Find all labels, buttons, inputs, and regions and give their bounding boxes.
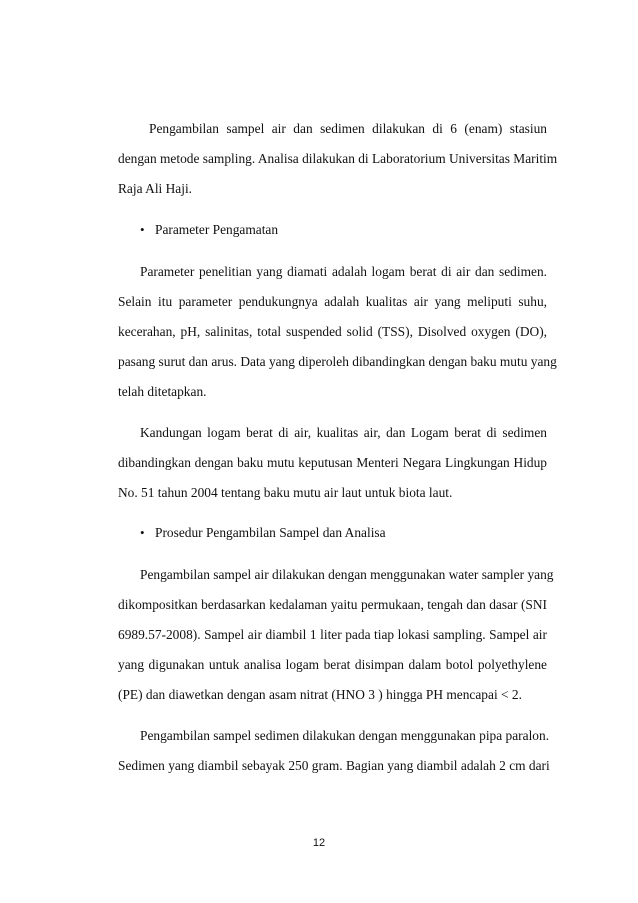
paragraph-3-line-3: No. 51 tahun 2004 tentang baku mutu air laut untuk biota laut. xyxy=(118,485,453,500)
paragraph-4-line-4: yang digunakan untuk analisa logam berat disimpan dalam botol polyethylene xyxy=(118,657,547,672)
bullet-icon: • xyxy=(140,222,145,237)
paragraph-2-line-2: Selain itu parameter pendukungnya adalah kualitas air yang meliputi suhu, xyxy=(118,294,547,309)
bullet-heading-prosedur xyxy=(140,524,386,542)
paragraph-5-line-2: Sedimen yang diambil sebayak 250 gram. Bagian yang diambil adalah 2 cm dari xyxy=(118,758,550,773)
paragraph-3-line-2: dibandingkan dengan baku mutu keputusan Menteri Negara Lingkungan Hidup xyxy=(118,455,547,470)
paragraph-2-line-3: kecerahan, pH, salinitas, total suspended solid (TSS), Disolved oxygen (DO), xyxy=(118,324,547,339)
paragraph-1-line-1: Pengambilan sampel air dan sedimen dilakukan di 6 (enam) stasiun xyxy=(149,121,547,136)
page-number: 12 xyxy=(312,837,326,849)
bullet-heading-text: Parameter Pengamatan xyxy=(155,222,279,237)
bullet-heading-parameter xyxy=(140,221,278,239)
paragraph-2-line-4: pasang surut dan arus. Data yang diperoleh dibandingkan dengan baku mutu yang xyxy=(118,354,557,369)
paragraph-1-line-3: Raja Ali Haji. xyxy=(118,181,193,196)
paragraph-4-line-5: (PE) dan diawetkan dengan asam nitrat (HNO 3 ) hingga PH mencapai < 2. xyxy=(118,687,522,702)
paragraph-3-line-1: Kandungan logam berat di air, kualitas air, dan Logam berat di sedimen xyxy=(140,425,547,440)
paragraph-4-line-2: dikompositkan berdasarkan kedalaman yaitu permukaan, tengah dan dasar (SNI xyxy=(118,597,547,612)
paragraph-4-line-3: 6989.57-2008). Sampel air diambil 1 liter pada tiap lokasi sampling. Sampel air xyxy=(118,627,547,642)
bullet-heading-text: Prosedur Pengambilan Sampel dan Analisa xyxy=(155,525,386,540)
paragraph-1-line-2: dengan metode sampling. Analisa dilakukan di Laboratorium Universitas Maritim xyxy=(118,151,558,166)
bullet-icon: • xyxy=(140,525,145,540)
paragraph-2-line-5: telah ditetapkan. xyxy=(118,384,207,399)
paragraph-5-line-1: Pengambilan sampel sedimen dilakukan dengan menggunakan pipa paralon. xyxy=(140,728,550,743)
paragraph-4-line-1: Pengambilan sampel air dilakukan dengan menggunakan water sampler yang xyxy=(140,567,554,582)
paragraph-2-line-1: Parameter penelitian yang diamati adalah logam berat di air dan sedimen. xyxy=(140,264,547,279)
